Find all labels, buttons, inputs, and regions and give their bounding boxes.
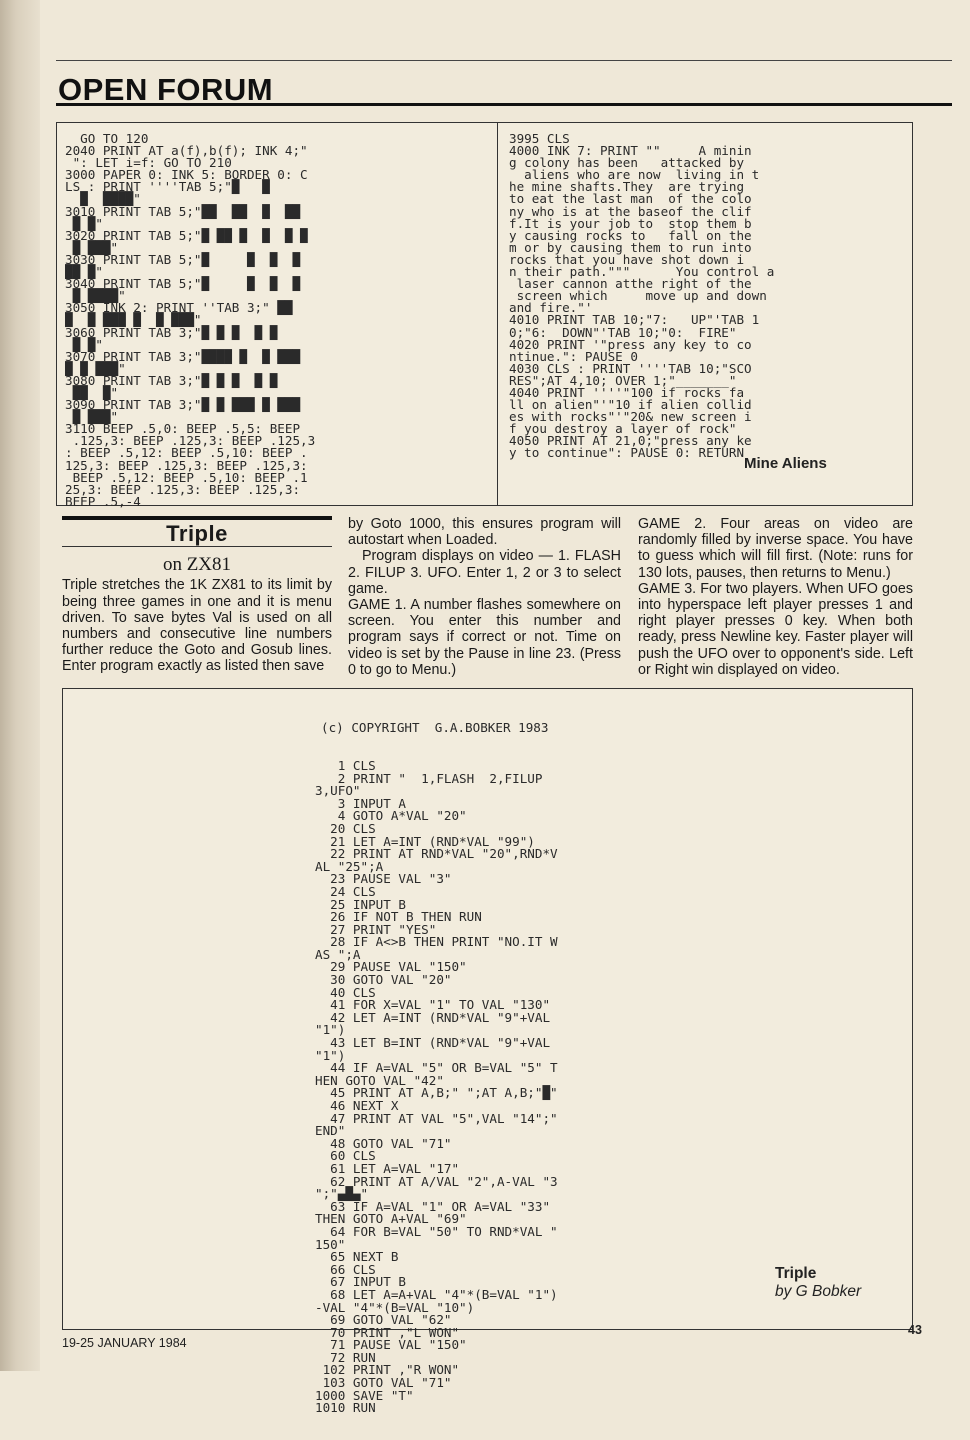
title-rule bbox=[62, 516, 332, 520]
listing-line: 67 INPUT B bbox=[315, 1274, 406, 1290]
listing-line: 66 CLS bbox=[315, 1261, 376, 1277]
listing-line: : BEEP .5,12: BEEP .5,10: BEEP . bbox=[65, 445, 308, 461]
listing-line: 27 PRINT "YES" bbox=[315, 921, 437, 937]
listing-line: 62 PRINT AT A/VAL "2",A-VAL "3 bbox=[315, 1173, 558, 1189]
listing-line: 25,3: BEEP .125,3: BEEP .125,3: bbox=[65, 481, 301, 497]
listing-line: 3995 CLS bbox=[509, 133, 570, 146]
listing-line: 3070 PRINT TAB 3;"████ █ █ ███ bbox=[65, 348, 301, 364]
listing-line: 1000 SAVE "T" bbox=[315, 1387, 414, 1403]
listing-line: █ ████" bbox=[65, 288, 126, 304]
magazine-spine bbox=[0, 0, 40, 1371]
listing-line: 71 PAUSE VAL "150" bbox=[315, 1337, 467, 1353]
listing-line: he mine shafts.They are trying bbox=[509, 179, 745, 195]
listing-line: 4010 PRINT TAB 10;"7: UP"'TAB 1 bbox=[509, 312, 760, 328]
listing-line: .125,3: BEEP .125,3: BEEP .125,3 bbox=[65, 433, 316, 449]
listing-line: AL "25";A bbox=[315, 858, 384, 874]
listing-line: 102 PRINT ,"R WON" bbox=[315, 1362, 460, 1378]
listing-line: 44 IF A=VAL "5" OR B=VAL "5" T bbox=[315, 1060, 558, 1076]
listing-line: screen which move up and down bbox=[509, 288, 767, 304]
listing-line: 3090 PRINT TAB 3;"█ █ ███ █ ███ bbox=[65, 397, 301, 413]
listing-line: 1 CLS bbox=[315, 757, 376, 773]
listing-line: █ █ ███" bbox=[65, 360, 126, 376]
listing-line: 3 INPUT A bbox=[315, 795, 406, 811]
listing-line: 4000 INK 7: PRINT "" A minin bbox=[509, 143, 752, 159]
triple-listing-lines bbox=[315, 757, 755, 1416]
listing-line: 47 PRINT AT VAL "5",VAL "14";" bbox=[315, 1110, 558, 1126]
listing-line: 42 LET A=INT (RND*VAL "9"+VAL bbox=[315, 1009, 551, 1025]
listing-line: laser cannon atthe right of the bbox=[509, 276, 752, 292]
listing-line: 4020 PRINT '"press any key to co bbox=[509, 336, 752, 352]
listing-line: n their path.""" You control a bbox=[509, 264, 775, 280]
listing-line: 125,3: BEEP .125,3: BEEP .125,3: bbox=[65, 457, 308, 473]
listing-line: f you destroy a layer of rock" bbox=[509, 421, 737, 437]
listing-line: BEEP .5,12: BEEP .5,10: BEEP .1 bbox=[65, 469, 308, 485]
listing-line: 23 PAUSE VAL "3" bbox=[315, 871, 452, 887]
copyright-line: (c) COPYRIGHT G.A.BOBKER 1983 bbox=[321, 720, 549, 736]
listing-line: 4 GOTO A*VAL "20" bbox=[315, 808, 467, 824]
listing-line: 40 CLS bbox=[315, 984, 376, 1000]
listing-line: 150" bbox=[315, 1236, 346, 1252]
listing-line: 4050 PRINT AT 21,0;"press any ke bbox=[509, 433, 752, 449]
listing-line: 3110 BEEP .5,0: BEEP .5,5: BEEP bbox=[65, 421, 301, 437]
listing-line: 1010 RUN bbox=[315, 1400, 376, 1416]
listing-line: ny who is at the baseof the clif bbox=[509, 203, 752, 219]
article-column-1 bbox=[62, 516, 332, 675]
triple-listing bbox=[315, 697, 755, 1440]
listing-line: 3080 PRINT TAB 3;"█ █ █ █ █ bbox=[65, 372, 278, 388]
listing-line: █ █" bbox=[65, 215, 103, 231]
column-divider bbox=[497, 123, 498, 505]
listing-line: 61 LET A=VAL "17" bbox=[315, 1160, 460, 1176]
triple-caption-author: by G Bobker bbox=[775, 1283, 862, 1300]
listing-line: 46 NEXT X bbox=[315, 1098, 399, 1113]
listing-line: f.It is your job to stop them b bbox=[509, 215, 752, 231]
listing-line: 63 IF A=VAL "1" OR A=VAL "33" bbox=[315, 1198, 551, 1214]
listing-line: 28 IF A<>B THEN PRINT "NO.IT W bbox=[315, 934, 558, 950]
article-paragraph: Triple stretches the 1K ZX81 to its limit by being three games in one and it is menu driven. To save bytes Val is used on all numbers and consecutive line numbers further reduce the Goto and Gosub lines. Enter program exactly as listed then save bbox=[62, 577, 332, 675]
listing-line: AS ";A bbox=[315, 946, 361, 962]
article-column-3 bbox=[638, 516, 913, 678]
issue-date: 19-25 JANUARY 1984 bbox=[62, 1336, 187, 1350]
listing-line: to eat the last man of the colo bbox=[509, 191, 752, 207]
listing-line: 3010 PRINT TAB 5;"██ ██ █ ██ bbox=[65, 203, 301, 219]
listing-line: 29 PAUSE VAL "150" bbox=[315, 959, 467, 975]
header-rule bbox=[56, 103, 952, 106]
article-subtitle: on ZX81 bbox=[162, 554, 232, 576]
listing-line: aliens who are now living in t bbox=[509, 167, 760, 183]
listing-line: █ █" bbox=[65, 336, 103, 352]
article-column-2 bbox=[348, 516, 621, 678]
triple-caption-title: Triple bbox=[775, 1265, 817, 1282]
listing-line: 65 NEXT B bbox=[315, 1249, 399, 1265]
listing-line: HEN GOTO VAL "42" bbox=[315, 1072, 444, 1088]
listing-line: 70 PRINT ,"L WON" bbox=[315, 1324, 460, 1340]
article-paragraph: by Goto 1000, this ensures program will autostart when Loaded. bbox=[348, 516, 621, 549]
listing-line: es with rocks"'"20& new screen i bbox=[509, 409, 752, 425]
listing-line: LS : PRINT ''''TAB 5;"█ █ bbox=[65, 179, 270, 195]
listing-line: g colony has been attacked by bbox=[509, 155, 745, 171]
listing-line: "1") bbox=[315, 1047, 346, 1063]
magazine-page bbox=[40, 0, 970, 1416]
triple-caption bbox=[775, 1265, 861, 1301]
listing-line: 4030 CLS : PRINT ''''TAB 10;"SCO bbox=[509, 360, 752, 376]
article-paragraph: GAME 1. A number flashes somewhere on screen. You enter this number and program says if correct or not. Time on video is set by the Pause in line 23. (Press 0 to go to Menu.) bbox=[348, 597, 621, 678]
listing-line: █ ████" bbox=[65, 191, 141, 207]
listing-line: ntinue.": PAUSE 0 bbox=[509, 348, 638, 364]
listing-line: ";"▄█▄" bbox=[315, 1186, 369, 1202]
listing-line: █ ███" bbox=[65, 409, 119, 425]
article-paragraph: GAME 3. For two players. When UFO goes into hyperspace left player presses 1 and right player presses 0 key. When both ready, press Newline key. Faster player will push the UFO over to opponent's side. Left or Right win displayed on video. bbox=[638, 580, 913, 678]
listing-line: and fire."' bbox=[509, 300, 593, 316]
listing-line: 43 LET B=INT (RND*VAL "9"+VAL bbox=[315, 1035, 551, 1051]
listing-line: █ █ ███ █ █ ███" bbox=[65, 312, 202, 328]
listing-line: rocks that you have shot down i bbox=[509, 251, 745, 267]
article-title: Triple bbox=[166, 521, 228, 546]
listing-line: 3,UFO" bbox=[315, 783, 361, 799]
listing-line: -VAL "4"*(B=VAL "10") bbox=[315, 1299, 475, 1315]
page-number: 43 bbox=[908, 1323, 922, 1337]
mine-aliens-listing-left bbox=[65, 133, 493, 508]
listing-line: 22 PRINT AT RND*VAL "20",RND*V bbox=[315, 846, 558, 862]
listing-line: █ ███" bbox=[65, 239, 119, 255]
listing-line: GO TO 120 bbox=[65, 133, 149, 146]
article-paragraph: GAME 2. Four areas on video are randomly filled by inverse space. You have to guess which will fill first. (Note: runs for 130 lots, pauses, then returns to Menu.) bbox=[638, 516, 913, 581]
listing-line: RES";AT 4,10; OVER 1;"_______" bbox=[509, 372, 737, 388]
listing-line: 2040 PRINT AT a(f),b(f); INK 4;" bbox=[65, 143, 308, 159]
listing-line: 3050 INK 2: PRINT ''TAB 3;" ██ bbox=[65, 300, 293, 316]
listing-line: y causing rocks to fall on the bbox=[509, 227, 752, 243]
listing-line: BEEP .5,-4 bbox=[65, 493, 141, 508]
listing-line: 24 CLS bbox=[315, 883, 376, 899]
listing-line: 25 INPUT B bbox=[315, 896, 406, 912]
listing-line: 60 CLS bbox=[315, 1148, 376, 1164]
listing-line: THEN GOTO A+VAL "69" bbox=[315, 1211, 467, 1227]
listing-line: m or by causing them to run into bbox=[509, 239, 752, 255]
listing-line: 2 PRINT " 1,FLASH 2,FILUP bbox=[315, 770, 543, 786]
mine-aliens-listing-box bbox=[56, 122, 913, 506]
mine-aliens-listing-right bbox=[509, 133, 909, 460]
listing-line: 3060 PRINT TAB 3;"█ █ █ █ █ bbox=[65, 324, 278, 340]
top-rule bbox=[56, 60, 952, 61]
listing-line: 69 GOTO VAL "62" bbox=[315, 1312, 452, 1328]
listing-line: 68 LET A=A+VAL "4"*(B=VAL "1") bbox=[315, 1286, 558, 1302]
listing-line: 103 GOTO VAL "71" bbox=[315, 1375, 452, 1391]
listing-line: 20 CLS bbox=[315, 820, 376, 836]
listing-line: 0;"6: DOWN"'TAB 10;"0: FIRE" bbox=[509, 324, 737, 340]
listing-line: ██ █" bbox=[65, 264, 103, 280]
mine-aliens-caption: Mine Aliens bbox=[744, 455, 827, 472]
listing-line: ll on alien"'"10 if alien collid bbox=[509, 397, 752, 413]
listing-line: 64 FOR B=VAL "50" TO RND*VAL " bbox=[315, 1223, 558, 1239]
listing-line: 3030 PRINT TAB 5;"█ █ █ █ bbox=[65, 251, 301, 267]
listing-line: 26 IF NOT B THEN RUN bbox=[315, 909, 482, 925]
listing-line: 21 LET A=INT (RND*VAL "99") bbox=[315, 833, 535, 849]
listing-line: 72 RUN bbox=[315, 1349, 376, 1365]
listing-line: 41 FOR X=VAL "1" TO VAL "130" bbox=[315, 997, 551, 1013]
listing-line: 3000 PAPER 0: INK 5: BORDER 0: C bbox=[65, 167, 308, 183]
listing-line: END" bbox=[315, 1123, 346, 1139]
listing-line: 3020 PRINT TAB 5;"█ ██ █ █ █ █ bbox=[65, 227, 308, 243]
listing-line: ": LET i=f: GO TO 210 bbox=[65, 155, 232, 171]
listing-line: 3040 PRINT TAB 5;"█ █ █ █ bbox=[65, 276, 301, 292]
listing-line: 45 PRINT AT A,B;" ";AT A,B;"█" bbox=[315, 1085, 558, 1101]
listing-line: y to continue": PAUSE 0: RETURN bbox=[509, 445, 745, 460]
listing-line: ██ █" bbox=[65, 384, 119, 400]
listing-line: 4040 PRINT ''''"100 if rocks fa bbox=[509, 384, 745, 400]
listing-line: "1") bbox=[315, 1022, 346, 1038]
listing-line: 30 GOTO VAL "20" bbox=[315, 972, 452, 988]
section-header: OPEN FORUM bbox=[58, 72, 274, 107]
title-underline bbox=[62, 546, 332, 547]
listing-line: 48 GOTO VAL "71" bbox=[315, 1135, 452, 1151]
article-paragraph: Program displays on video — 1. FLASH 2. FILUP 3. UFO. Enter 1, 2 or 3 to select game. bbox=[348, 548, 621, 597]
